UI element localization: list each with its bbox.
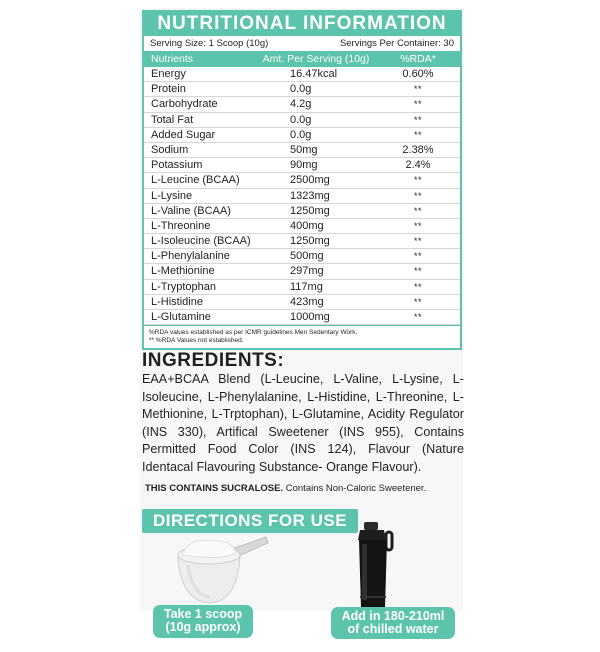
directions-title: DIRECTIONS FOR USE [142,509,358,533]
nutrient-amount: 500mg [290,250,324,263]
nutrient-name: Potassium [151,159,203,172]
nutrient-rda: ** [413,220,422,231]
sucralose-bold: THIS CONTAINS SUCRALOSE. [145,483,284,494]
nutrient-amount: 117mg [290,280,323,293]
nutrient-amount: 1000mg [290,311,330,323]
nutrition-row [144,234,460,249]
servings-per-container: Servings Per Container: 30 [339,38,454,49]
nutrient-rda: 2.4% [405,159,431,172]
step2-line2: of chilled water [347,622,439,636]
nutrition-row [144,249,460,264]
nutrient-name: L-Isoleucine (BCAA) [151,235,251,248]
header-amount: Amt. Per Serving (10g) [262,53,370,65]
nutrient-rda: ** [413,266,422,277]
nutrition-row [144,143,460,158]
nutrient-name: Total Fat [151,113,194,126]
nutrient-name: Protein [151,83,186,96]
nutrition-row [144,97,460,112]
nutrient-amount: 0.0g [290,128,312,141]
step1-line1: Take 1 scoop [163,607,243,621]
footnote-rda: %RDA values established as per ICMR guidelines Men Sedentary Work. [149,329,358,337]
nutrition-row [144,264,460,279]
step2-line1: Add in 180-210ml [341,609,445,623]
serving-info [144,36,460,52]
nutrient-name: L-Tryptophan [151,280,217,293]
nutrient-name: L-Phenylalanine [151,250,230,263]
nutrient-rda: ** [413,84,422,95]
ingredients-text: EAA+BCAA Blend (L-Leucine, L-Valine, L-Lysine, L-Isoleucine, L-Phenylalanine, L-Histidine, L-Threonine, L-Methionine, L-Trptophan), L-Glutamine, Acidity Regulator (INS 330), Artifical Sweetener (INS 955), Contains Permitted Food Color (INS 124), Flavour (Nature Identacal Flavouring Substance- Orange Flavour). [142,372,464,474]
nutrition-row [144,295,460,310]
nutrition-row [144,173,460,188]
nutrient-amount: 2500mg [290,174,330,187]
nutrient-rda: 2.38% [402,143,434,156]
nutrient-amount: 1323mg [290,189,330,202]
nutrient-name: Sodium [151,143,189,156]
nutrient-amount: 1250mg [290,204,330,217]
nutrient-name: Added Sugar [151,128,216,141]
step-add-water [331,607,455,639]
nutrient-rda: ** [413,99,422,110]
nutrient-amount: 0.0g [290,113,312,126]
nutrition-row [144,67,460,82]
nutrient-rda: ** [413,281,422,292]
step1-line2: (10g approx) [165,620,241,634]
nutrient-amount: 4.2g [290,98,312,111]
nutrient-amount: 16.47kcal [290,68,338,80]
nutrient-rda: ** [413,129,422,140]
nutrition-row [144,310,460,325]
nutrient-name: L-Glutamine [151,311,211,323]
nutrition-rows [144,67,460,325]
nutrient-amount: 400mg [290,219,324,232]
nutrient-name: Energy [151,68,186,80]
nutrition-column-headers [144,52,460,67]
nutrition-table [142,10,462,350]
nutrition-row [144,204,460,219]
nutrient-rda: ** [413,296,422,307]
nutrition-row [144,82,460,97]
nutrient-rda: ** [413,175,422,186]
nutrient-amount: 297mg [290,265,324,278]
nutrient-amount: 1250mg [290,235,330,248]
nutrition-row [144,219,460,234]
nutrition-title: NUTRITIONAL INFORMATION [144,12,460,36]
nutrient-amount: 90mg [290,159,318,172]
nutrient-name: L-Leucine (BCAA) [151,174,240,187]
nutrition-row [144,128,460,143]
header-rda: %RDA* [400,53,436,65]
nutrient-name: L-Histidine [151,295,203,308]
scoop-icon [170,535,270,607]
ingredients-title: INGREDIENTS: [142,350,285,371]
nutrition-row [144,113,460,128]
sucralose-notice [145,483,465,494]
nutrition-row [144,189,460,204]
nutrient-rda: ** [413,205,422,216]
nutrient-name: L-Methionine [151,265,215,278]
nutrition-row [144,158,460,173]
nutrient-rda: ** [413,190,422,201]
nutrition-row [144,280,460,295]
footnote-not-established: ** %RDA Values not established. [149,337,244,345]
shaker-bottle-icon [350,520,398,610]
nutrient-amount: 423mg [290,295,324,308]
step-take-scoop [153,605,253,638]
header-nutrients: Nutrients [151,53,194,65]
nutrient-amount: 0.0g [290,83,312,96]
nutrient-rda: ** [413,236,422,247]
nutrient-name: L-Valine (BCAA) [151,204,231,217]
serving-size: Serving Size: 1 Scoop (10g) [150,38,269,49]
nutrition-footnotes [144,325,460,348]
nutrient-name: L-Lysine [151,189,193,202]
nutrient-rda: ** [413,312,422,322]
sucralose-rest: Contains Non-Caloric Sweetener. [285,483,427,494]
nutrient-rda: ** [413,114,422,125]
nutrient-name: L-Threonine [151,219,211,232]
nutrient-amount: 50mg [290,143,318,156]
nutrient-rda: ** [413,251,422,262]
nutrient-rda: 0.60% [402,68,434,80]
nutrient-name: Carbohydrate [151,98,218,111]
